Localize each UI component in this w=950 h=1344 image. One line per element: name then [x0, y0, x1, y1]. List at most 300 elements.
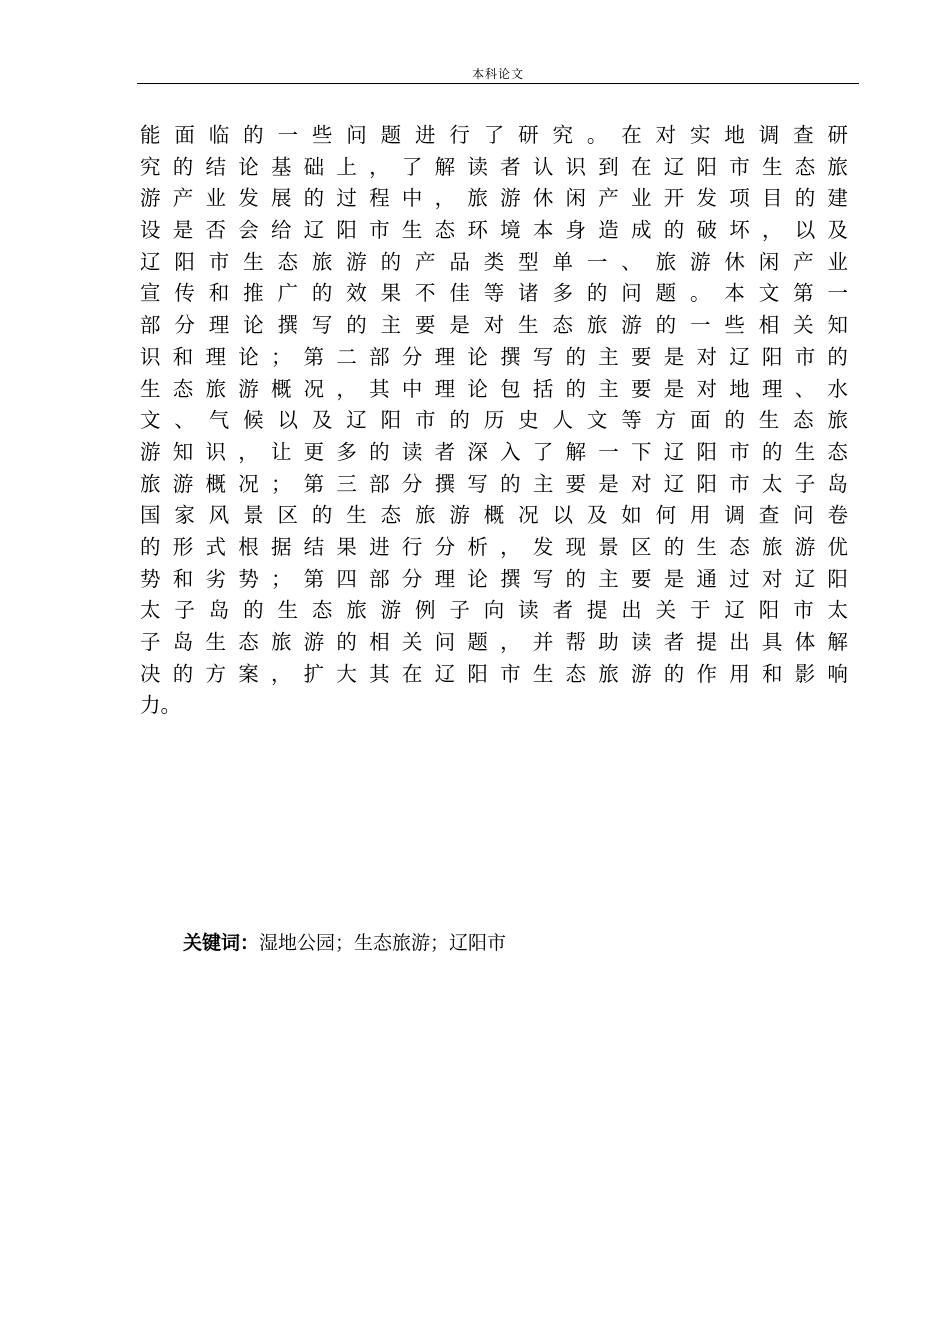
- text-char: 的: [380, 249, 402, 274]
- text-char: 方: [205, 661, 226, 686]
- text-char: 子: [449, 598, 470, 623]
- text-char: 论: [467, 344, 488, 369]
- text-char: 问: [434, 630, 456, 654]
- text-line: [140, 595, 848, 627]
- text-char: 结: [205, 154, 226, 179]
- text-char: 者: [434, 439, 456, 464]
- text-char: 游: [690, 249, 711, 274]
- text-char: 在: [401, 661, 423, 686]
- text-char: 影: [794, 661, 816, 686]
- text-char: 现: [565, 534, 587, 559]
- text-char: 一: [827, 281, 848, 306]
- text-char: 者: [500, 154, 521, 179]
- text-char: 果: [336, 534, 357, 559]
- text-char: 的: [663, 218, 685, 243]
- text-char: 些: [724, 313, 745, 338]
- text-char: 果: [380, 281, 402, 306]
- text-char: 部: [369, 566, 390, 591]
- text-char: 旅: [827, 154, 848, 179]
- text-char: 问: [346, 123, 367, 147]
- text-char: 要: [631, 566, 652, 591]
- text-char: 根: [238, 534, 259, 559]
- text-char: 况: [238, 471, 259, 496]
- text-char: 对: [631, 471, 652, 496]
- text-char: 阳: [761, 344, 783, 369]
- text-char: 子: [140, 630, 161, 654]
- text-char: 的: [827, 344, 848, 369]
- text-char: 市: [729, 439, 750, 464]
- text-char: 题: [380, 123, 402, 147]
- text-char: 的: [311, 503, 333, 528]
- text-char: 四: [336, 566, 357, 591]
- text-char: 题: [655, 281, 677, 306]
- text-char: 辽: [303, 218, 325, 243]
- text-char: 闲: [565, 186, 587, 211]
- text-char: 景: [243, 503, 264, 528]
- text-char: 市: [500, 661, 521, 686]
- text-char: 辽: [346, 408, 367, 433]
- text-char: 调: [724, 503, 745, 528]
- text-char: 进: [369, 534, 390, 559]
- text-char: 和: [172, 344, 194, 369]
- text-char: 解: [565, 439, 587, 464]
- text-char: 是: [663, 566, 685, 591]
- text-char: 的: [663, 661, 685, 686]
- text-char: 辽: [434, 661, 456, 686]
- text-char: 助: [598, 630, 619, 654]
- text-char: 境: [500, 218, 521, 243]
- text-char: 游: [346, 249, 367, 274]
- text-char: 市: [729, 471, 750, 496]
- text-char: 二: [336, 344, 357, 369]
- text-char: 主: [598, 344, 619, 369]
- text-char: 理: [434, 566, 456, 591]
- text-char: 岛: [827, 471, 848, 496]
- text-char: 休: [724, 249, 745, 274]
- text-char: 研: [518, 123, 539, 147]
- text-char: 包: [500, 376, 521, 401]
- text-char: 和: [761, 661, 783, 686]
- text-char: 岛: [172, 630, 194, 654]
- text-char: 要: [631, 344, 652, 369]
- text-char: 实: [690, 123, 711, 147]
- text-char: 业: [205, 186, 226, 211]
- text-char: 帮: [565, 630, 587, 654]
- text-char: 建: [827, 186, 848, 211]
- text-char: 况: [303, 376, 325, 401]
- text-char: 识: [565, 154, 587, 179]
- text-char: 态: [552, 313, 573, 338]
- text-char: 对: [696, 344, 717, 369]
- text-char: 一: [690, 313, 711, 338]
- text-char: 市: [794, 344, 816, 369]
- text-char: ，: [238, 439, 259, 464]
- text-char: 的: [449, 408, 470, 433]
- text-char: 查: [793, 123, 814, 147]
- text-char: 一: [277, 123, 298, 147]
- text-char: 行: [401, 534, 423, 559]
- text-char: 能: [140, 123, 161, 147]
- text-char: 旅: [270, 630, 292, 654]
- text-char: 、: [621, 249, 642, 274]
- text-char: 项: [729, 186, 750, 211]
- text-char: 休: [532, 186, 554, 211]
- text-char: 。: [160, 693, 181, 718]
- text-char: 通: [696, 566, 717, 591]
- text-char: 型: [518, 249, 539, 274]
- text-char: 了: [401, 154, 423, 179]
- text-char: 太: [140, 598, 161, 623]
- text-line: [140, 215, 848, 247]
- text-char: 阳: [696, 439, 717, 464]
- text-char: 旅: [311, 249, 333, 274]
- text-char: 体: [794, 630, 816, 654]
- text-char: 提: [586, 598, 608, 623]
- text-char: 让: [270, 439, 292, 464]
- text-char: 生: [346, 503, 367, 528]
- text-char: 生: [243, 249, 264, 274]
- text-char: 推: [243, 281, 264, 306]
- text-char: ，: [270, 661, 292, 686]
- text-char: 究: [552, 123, 573, 147]
- text-char: 读: [467, 154, 488, 179]
- text-char: 游: [303, 630, 325, 654]
- text-char: 发: [238, 186, 259, 211]
- text-char: 旅: [140, 471, 161, 496]
- text-char: 用: [729, 661, 750, 686]
- text-char: 辽: [663, 471, 685, 496]
- text-char: 撰: [500, 566, 521, 591]
- text-char: 分: [174, 313, 195, 338]
- text-char: 辽: [140, 249, 161, 274]
- text-char: 出: [729, 630, 750, 654]
- text-char: 何: [655, 503, 677, 528]
- text-char: 向: [483, 598, 505, 623]
- text-char: 市: [369, 218, 390, 243]
- text-char: 旅: [586, 313, 608, 338]
- text-char: 地: [729, 376, 750, 401]
- text-char: ；: [270, 566, 292, 591]
- text-line: [140, 152, 848, 184]
- text-char: 关: [793, 313, 814, 338]
- text-char: 游: [172, 471, 194, 496]
- text-char: 到: [598, 154, 619, 179]
- text-char: 撰: [277, 313, 298, 338]
- text-char: 坏: [729, 218, 750, 243]
- text-char: ，: [336, 376, 357, 401]
- text-line: [140, 437, 848, 469]
- text-line: [140, 342, 848, 374]
- text-char: 形: [172, 534, 194, 559]
- text-char: 分: [401, 471, 423, 496]
- text-char: 在: [621, 123, 642, 147]
- text-char: 历: [483, 408, 505, 433]
- text-char: 分: [434, 534, 456, 559]
- text-char: 分: [401, 566, 423, 591]
- text-char: 的: [243, 123, 264, 147]
- text-line: [140, 247, 848, 279]
- text-line: [140, 627, 848, 659]
- text-char: 态: [729, 534, 750, 559]
- text-char: 旅: [415, 503, 436, 528]
- text-char: 生: [532, 661, 554, 686]
- text-char: 了: [483, 123, 505, 147]
- text-line: [140, 564, 848, 596]
- text-char: 发: [532, 534, 554, 559]
- text-char: 理: [434, 376, 456, 401]
- text-char: 部: [140, 313, 161, 338]
- text-char: 气: [208, 408, 230, 433]
- text-char: 理: [761, 376, 783, 401]
- text-char: 相: [758, 313, 780, 338]
- text-char: 及: [586, 503, 608, 528]
- text-char: 文: [758, 281, 780, 306]
- text-char: 查: [758, 503, 780, 528]
- text-char: ，: [500, 630, 521, 654]
- text-char: 理: [208, 313, 230, 338]
- text-char: 辽: [729, 344, 750, 369]
- text-char: 阳: [696, 154, 717, 179]
- text-char: 地: [724, 123, 745, 147]
- text-char: 环: [467, 218, 488, 243]
- text-char: 旅: [598, 661, 619, 686]
- text-char: 态: [277, 249, 298, 274]
- text-char: 对: [483, 313, 505, 338]
- text-char: 态: [827, 439, 848, 464]
- text-char: 究: [140, 154, 161, 179]
- text-char: 论: [243, 313, 264, 338]
- text-char: 写: [467, 471, 488, 496]
- text-char: 旅: [467, 186, 488, 211]
- text-char: 行: [449, 123, 470, 147]
- text-char: 的: [500, 471, 521, 496]
- text-char: 主: [532, 471, 554, 496]
- text-char: 传: [174, 281, 195, 306]
- text-char: 本: [532, 218, 554, 243]
- text-char: 景: [598, 534, 619, 559]
- text-char: 识: [205, 439, 226, 464]
- text-char: 优: [827, 534, 848, 559]
- text-char: 以: [277, 408, 298, 433]
- text-char: 的: [565, 376, 587, 401]
- text-char: 旅: [827, 408, 848, 433]
- text-char: 类: [483, 249, 505, 274]
- text-char: 于: [690, 598, 711, 623]
- text-char: 的: [794, 186, 816, 211]
- text-char: ；: [270, 471, 292, 496]
- text-char: 子: [174, 598, 195, 623]
- text-char: 游: [621, 313, 642, 338]
- text-char: 础: [303, 154, 325, 179]
- text-char: 业: [827, 249, 848, 274]
- text-char: 游: [631, 661, 652, 686]
- text-char: 太: [761, 471, 783, 496]
- text-char: 不: [415, 281, 436, 306]
- text-char: 和: [208, 281, 230, 306]
- text-char: 广: [277, 281, 298, 306]
- text-char: 太: [827, 598, 848, 623]
- text-char: 的: [346, 313, 367, 338]
- text-char: 游: [140, 186, 161, 211]
- text-char: 发: [696, 186, 717, 211]
- text-char: 第: [793, 281, 814, 306]
- text-char: 是: [663, 344, 685, 369]
- text-char: 的: [172, 661, 194, 686]
- text-char: 读: [631, 630, 652, 654]
- text-char: 和: [172, 566, 194, 591]
- text-char: 的: [336, 630, 357, 654]
- text-char: 目: [761, 186, 783, 211]
- text-char: 式: [205, 534, 226, 559]
- text-char: 诸: [518, 281, 539, 306]
- text-char: 第: [303, 344, 325, 369]
- text-char: 旅: [205, 376, 226, 401]
- text-char: 入: [500, 439, 521, 464]
- text-char: 生: [696, 534, 717, 559]
- text-char: 面: [690, 408, 711, 433]
- text-char: 破: [696, 218, 717, 243]
- text-char: 多: [552, 281, 573, 306]
- text-char: 认: [532, 154, 554, 179]
- text-char: 论: [467, 376, 488, 401]
- text-char: 的: [586, 281, 608, 306]
- text-char: 大: [336, 661, 357, 686]
- text-char: 水: [827, 376, 848, 401]
- text-char: ，: [761, 218, 783, 243]
- text-char: 题: [467, 630, 488, 654]
- text-char: 对: [696, 376, 717, 401]
- text-char: 态: [172, 376, 194, 401]
- text-char: 括: [532, 376, 554, 401]
- text-char: 关: [655, 598, 677, 623]
- text-char: 阳: [336, 218, 357, 243]
- text-char: 阳: [758, 598, 780, 623]
- text-char: 态: [793, 408, 814, 433]
- text-char: 问: [621, 281, 642, 306]
- text-char: 辽: [794, 566, 816, 591]
- text-char: 例: [415, 598, 436, 623]
- text-char: 区: [631, 534, 652, 559]
- text-char: 并: [532, 630, 554, 654]
- text-char: 、: [174, 408, 195, 433]
- text-char: 。: [690, 281, 711, 306]
- text-char: 调: [758, 123, 780, 147]
- keywords-line: [183, 930, 506, 956]
- text-char: 提: [696, 630, 717, 654]
- text-char: 等: [483, 281, 505, 306]
- text-char: 给: [270, 218, 292, 243]
- text-line: [140, 120, 848, 152]
- text-char: 生: [205, 630, 226, 654]
- text-char: 解: [827, 630, 848, 654]
- text-char: 态: [238, 630, 259, 654]
- text-line: [140, 405, 848, 437]
- text-char: 力: [140, 693, 161, 718]
- text-char: 对: [655, 123, 677, 147]
- text-char: 的: [311, 281, 333, 306]
- text-char: 方: [655, 408, 677, 433]
- text-char: 读: [518, 598, 539, 623]
- text-char: 生: [794, 439, 816, 464]
- text-char: 是: [449, 313, 470, 338]
- text-char: 析: [467, 534, 488, 559]
- text-char: 市: [208, 249, 230, 274]
- text-char: 闲: [758, 249, 780, 274]
- text-char: 决: [140, 661, 161, 686]
- text-char: 关: [401, 630, 423, 654]
- text-char: 旅: [761, 534, 783, 559]
- text-char: 据: [270, 534, 292, 559]
- text-char: 具: [761, 630, 783, 654]
- text-line: [140, 278, 848, 310]
- text-char: 势: [238, 566, 259, 591]
- text-line: [140, 659, 848, 691]
- text-char: 进: [415, 123, 436, 147]
- text-char: 临: [208, 123, 230, 147]
- text-char: 的: [724, 408, 745, 433]
- text-char: 态: [380, 503, 402, 528]
- text-char: 家: [174, 503, 195, 528]
- text-char: 是: [663, 376, 685, 401]
- text-char: 生: [401, 218, 423, 243]
- text-char: 游: [449, 503, 470, 528]
- text-char: 者: [663, 630, 685, 654]
- text-char: ，: [369, 154, 390, 179]
- text-char: 势: [140, 566, 161, 591]
- text-line: [140, 469, 848, 501]
- text-char: 态: [434, 218, 456, 243]
- text-char: 展: [270, 186, 292, 211]
- text-char: 设: [140, 218, 161, 243]
- text-char: 成: [631, 218, 652, 243]
- text-char: 知: [827, 313, 848, 338]
- text-char: 者: [552, 598, 573, 623]
- text-char: 游: [380, 598, 402, 623]
- text-char: 市: [793, 598, 814, 623]
- text-char: 史: [518, 408, 539, 433]
- text-char: 概: [483, 503, 505, 528]
- text-char: 旅: [346, 598, 367, 623]
- text-char: 上: [336, 154, 357, 179]
- text-char: 主: [380, 313, 402, 338]
- keywords-value: 湿地公园；生态旅游；辽阳市: [259, 932, 507, 954]
- text-line: [140, 183, 848, 215]
- text-char: 造: [598, 218, 619, 243]
- page-header: 本科论文: [471, 67, 524, 81]
- text-char: 下: [631, 439, 652, 464]
- text-char: 文: [140, 408, 161, 433]
- text-char: 辽: [663, 439, 685, 464]
- text-char: 更: [303, 439, 325, 464]
- text-char: 及: [827, 218, 848, 243]
- text-char: 岛: [208, 598, 230, 623]
- text-char: 理: [205, 344, 226, 369]
- text-char: ，: [500, 534, 521, 559]
- text-char: 是: [598, 471, 619, 496]
- text-char: 佳: [449, 281, 470, 306]
- text-char: 游: [140, 439, 161, 464]
- text-char: 会: [238, 218, 259, 243]
- text-char: 国: [140, 503, 161, 528]
- text-char: 理: [434, 344, 456, 369]
- text-char: 过: [729, 566, 750, 591]
- text-line: [140, 500, 848, 532]
- text-char: 相: [369, 630, 390, 654]
- text-char: 主: [598, 566, 619, 591]
- text-char: 况: [518, 503, 539, 528]
- text-char: 三: [336, 471, 357, 496]
- text-char: 面: [174, 123, 195, 147]
